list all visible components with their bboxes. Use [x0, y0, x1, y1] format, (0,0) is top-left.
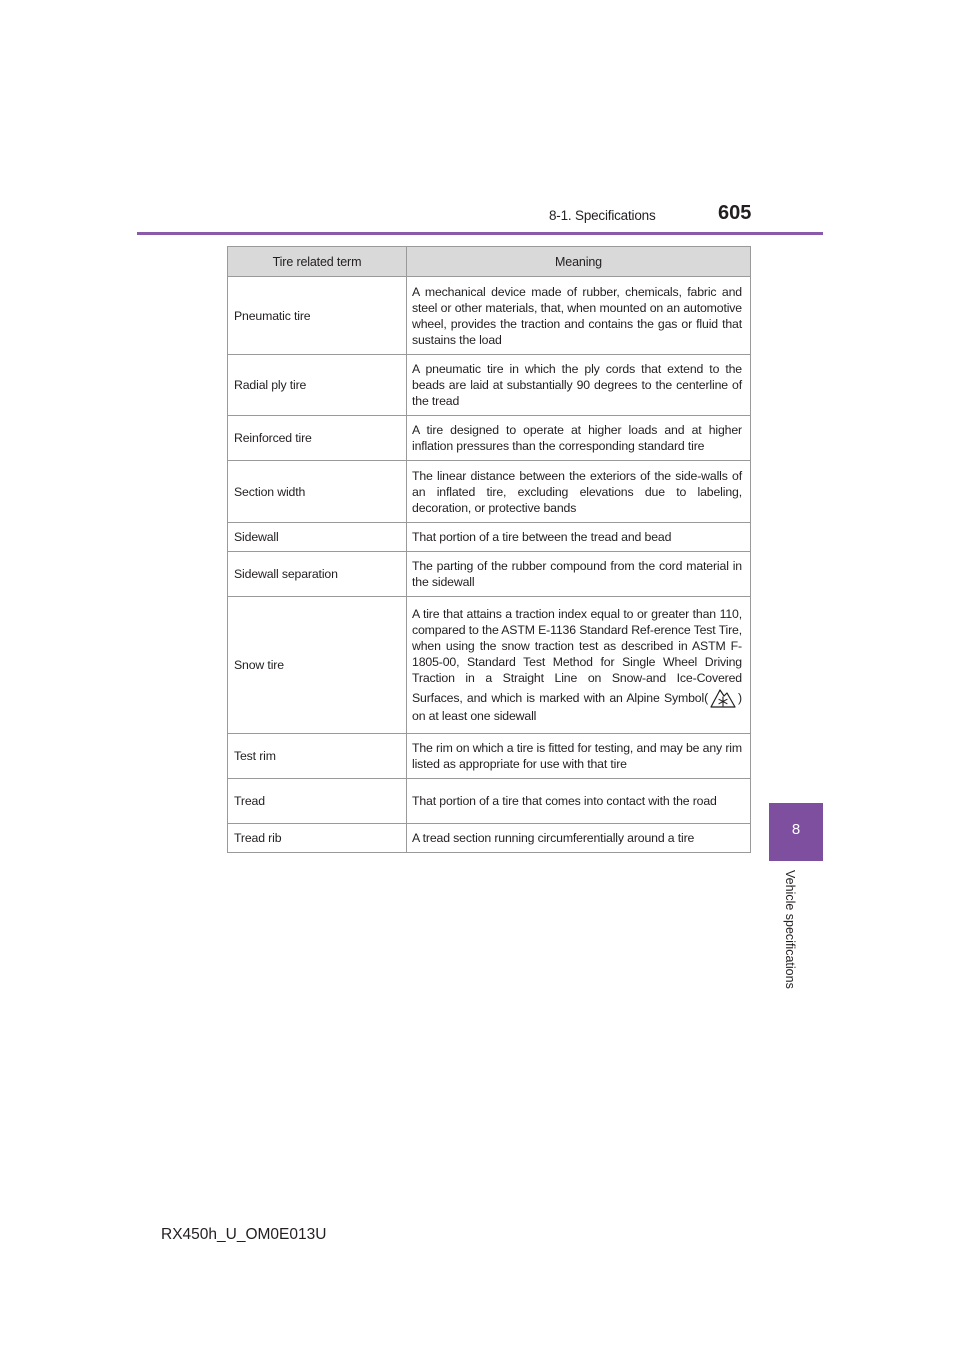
section-title: 8-1. Specifications: [549, 208, 656, 223]
term-cell: Snow tire: [228, 597, 407, 734]
meaning-cell: The linear distance between the exteriors of the side-walls of an inflated tire, excluding elevations due to labeling, decoration, or protective bands: [407, 461, 751, 523]
meaning-symbol-before: with an Alpine Symbol(: [583, 691, 709, 705]
page-number: 605: [718, 202, 752, 224]
chapter-tab[interactable]: [769, 803, 823, 861]
meaning-cell: A mechanical device made of rubber, chemicals, fabric and steel or other materials, that, when mounted on an automotive wheel, provides the traction and contains the gas or fluid that sustains the load: [407, 277, 751, 355]
term-cell: Section width: [228, 461, 407, 523]
meaning-cell: A tread section running circumferentially around a tire: [407, 824, 751, 853]
term-cell: Tread: [228, 779, 407, 824]
table-row: [228, 277, 751, 355]
column-header-meaning: Meaning: [407, 247, 751, 277]
meaning-cell: That portion of a tire between the tread and bead: [407, 523, 751, 552]
term-cell: Test rim: [228, 734, 407, 779]
term-cell: Sidewall: [228, 523, 407, 552]
meaning-cell: The parting of the rubber compound from the cord material in the sidewall: [407, 552, 751, 597]
table-row: [228, 523, 751, 552]
table-row: [228, 461, 751, 523]
table-row: [228, 824, 751, 853]
term-cell: Pneumatic tire: [228, 277, 407, 355]
meaning-cell-snow: [407, 597, 751, 734]
meaning-cell: A tire designed to operate at higher loads and at higher inflation pressures than the corresponding standard tire: [407, 416, 751, 461]
tire-terms-table: [227, 246, 751, 853]
table-row: [228, 597, 751, 734]
term-cell: Sidewall separation: [228, 552, 407, 597]
table-row: [228, 734, 751, 779]
table-row: [228, 779, 751, 824]
column-header-term: Tire related term: [228, 247, 407, 277]
table-header-row: [228, 247, 751, 277]
meaning-cell: A pneumatic tire in which the ply cords that extend to the beads are laid at substantially 90 degrees to the centerline of the tread: [407, 355, 751, 416]
model-code: RX450h_U_OM0E013U: [161, 1226, 327, 1243]
meaning-cell: The rim on which a tire is fitted for testing, and may be any rim listed as appropriate for use with that tire: [407, 734, 751, 779]
chapter-label: Vehicle specifications: [783, 870, 797, 989]
header-divider: [137, 232, 823, 235]
meaning-symbol-after: ) on at least one sidewall: [412, 691, 742, 723]
alpine-snowflake-icon: [710, 686, 736, 708]
chapter-number: 8: [791, 821, 801, 838]
term-cell: Reinforced tire: [228, 416, 407, 461]
meaning-text: A tire that attains a traction index equal to or greater than 110, compared to the ASTM E-1136 Standard Ref-erence Test Tire, when using the snow traction test as described in ASTM F-1805-00, Standard Test Method for Single Wheel Driving Traction in a Straight Line on Snow-and Ice-Covered Surfaces, and which is marked: [412, 607, 742, 705]
term-cell: Tread rib: [228, 824, 407, 853]
chapter-label-container: [769, 870, 823, 1010]
table-row: [228, 355, 751, 416]
table-row: [228, 416, 751, 461]
term-cell: Radial ply tire: [228, 355, 407, 416]
table-row: [228, 552, 751, 597]
meaning-cell: That portion of a tire that comes into contact with the road: [407, 779, 751, 824]
